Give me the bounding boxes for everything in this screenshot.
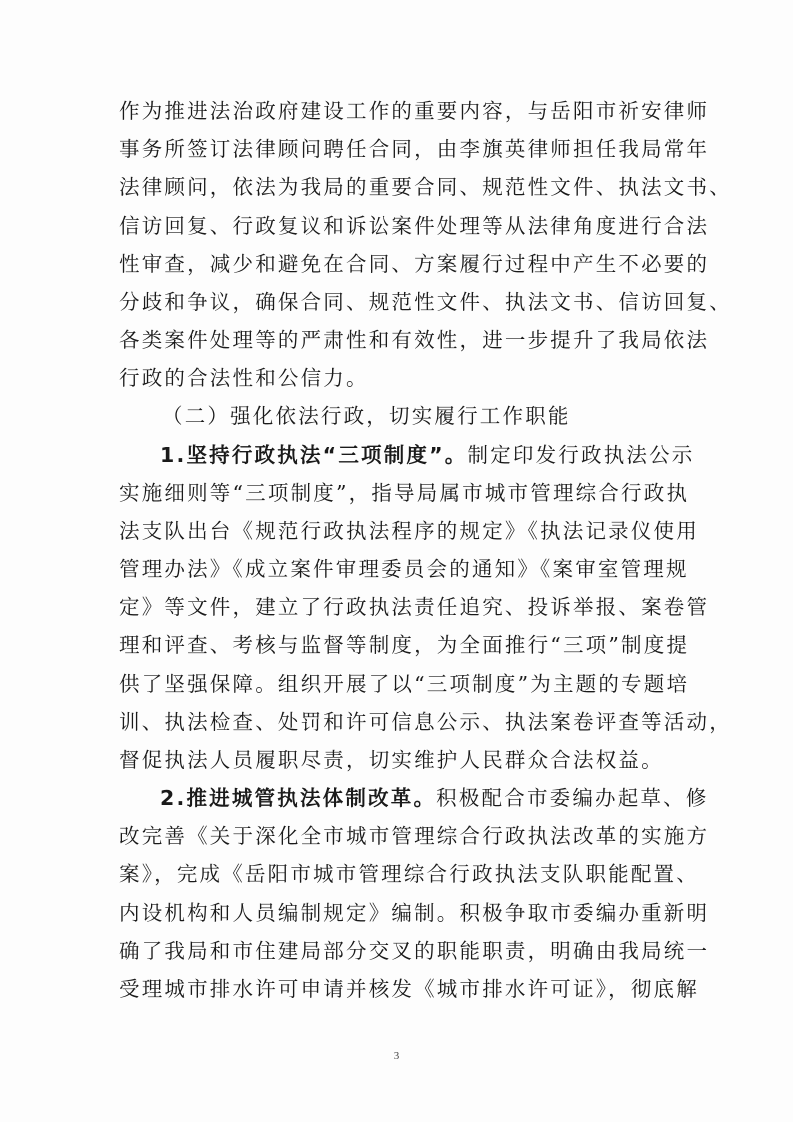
item1-title: 1.坚持行政执法“三项制度”。: [160, 443, 468, 467]
para1-line-6: 分歧和争议，确保合同、规范性文件、执法文书、信访回复、: [119, 290, 732, 314]
item1-first-line: [160, 441, 695, 469]
para1-line-5: 性审查，减少和避免在合同、方案履行过程中产生不必要的: [119, 252, 710, 276]
item1-line-3: 法支队出台《规范行政执法程序的规定》《执法记录仪使用: [119, 519, 699, 543]
para1-line-1: 作为推进法治政府建设工作的重要内容，与岳阳市祈安律师: [119, 99, 710, 123]
para1-line-4: 信访回复、行政复议和诉讼案件处理等从法律角度进行合法: [119, 214, 710, 238]
page-number: 3: [393, 1050, 400, 1062]
para1-line-8: 行政的合法性和公信力。: [119, 366, 369, 390]
item2-first-line: [160, 784, 709, 812]
item1-line-6: 理和评查、考核与监督等制度，为全面推行“三项”制度提: [119, 633, 690, 657]
item1-line-4: 管理办法》《成立案件审理委员会的通知》《案审室管理规: [119, 557, 689, 581]
item1-line-9: 督促执法人员履职尽责，切实维护人民群众合法权益。: [119, 748, 664, 772]
item1-line-8: 训、执法检查、处罚和许可信息公示、执法案卷评查等活动，: [119, 710, 732, 734]
para1-line-2: 事务所签订法律顾问聘任合同，由李旗英律师担任我局常年: [119, 137, 710, 161]
item1-line-5: 定》等文件，建立了行政执法责任追究、投诉举报、案卷管: [119, 595, 710, 619]
item1-line-7: 供了坚强保障。组织开展了以“三项制度”为主题的专题培: [119, 672, 690, 696]
item2-line-4: 内设机构和人员编制规定》编制。积极争取市委编办重新明: [119, 901, 710, 925]
item2-line-6: 受理城市排水许可申请并核发《城市排水许可证》，彻底解: [119, 977, 699, 1001]
item2-line-3: 案》，完成《岳阳市城市管理综合行政执法支队职能配置、: [119, 862, 699, 886]
para1-line-3: 法律顾问，依法为我局的重要合同、规范性文件、执法文书、: [119, 175, 732, 199]
item2-title: 2.推进城管执法体制改革。: [160, 786, 437, 810]
item1-line-2: 实施细则等“三项制度”，指导局属市城市管理综合行政执: [119, 481, 690, 505]
para1-line-7: 各类案件处理等的严肃性和有效性，进一步提升了我局依法: [119, 328, 710, 352]
item2-first-line-text: 积极配合市委编办起草、修: [436, 786, 709, 810]
section-heading: （二）强化依法行政，切实履行工作职能: [162, 404, 571, 428]
item1-first-line-text: 制定印发行政执法公示: [467, 443, 695, 467]
item2-line-5: 确了我局和市住建局部分交叉的职能职责，明确由我局统一: [119, 939, 710, 963]
item2-line-2: 改完善《关于深化全市城市管理综合行政执法改革的实施方: [119, 824, 710, 848]
